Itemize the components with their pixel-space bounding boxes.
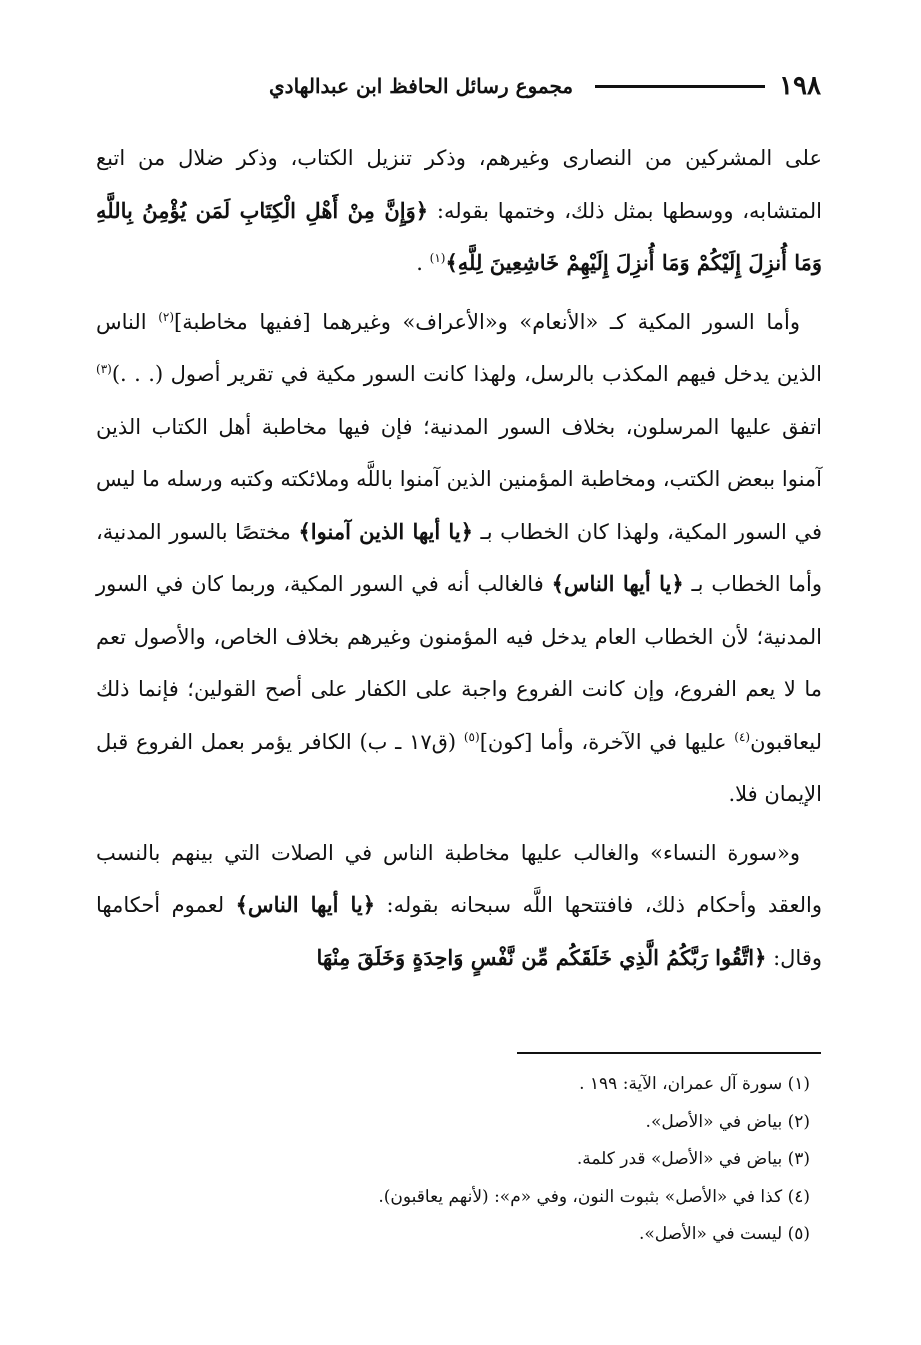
paragraph-2 bbox=[96, 296, 822, 821]
main-text bbox=[96, 132, 822, 984]
text-run: على المشركين من النصارى وغيرهم، وذكر تنزيل الكتاب، وذكر ضلال من اتبع المتشابه، ووسطها بمثل ذلك، وختمها بقوله: bbox=[96, 146, 822, 223]
text-run: وأما السور المكية كـ «الأنعام» و«الأعراف» وغيرهما [ففيها مخاطبة] bbox=[174, 309, 800, 334]
footnote-1: (١) سورة آل عمران، الآية: ١٩٩ . bbox=[579, 1074, 810, 1094]
footnote-2: (٢) بياض في «الأصل». bbox=[645, 1111, 810, 1132]
quoted-address: ﴿يا أيها الناس﴾ bbox=[235, 892, 376, 917]
text-run: لعموم أحكامها وقال: bbox=[96, 893, 822, 970]
text-run: الناس الذين يدخل فيهم المكذب بالرسل، ولهذا كانت السور مكية في تقرير أصول (. . .) bbox=[96, 309, 822, 386]
text-run: فالغالب أنه في السور المكية، وربما كان في السور المدنية؛ لأن الخطاب العام يدخل فيه المؤمنون وغيرهم بخلاف الخاص، والأصول تعم ما لا يعم الفروع، وإن كانت الفروع واجبة على الكفار على أصح القولين؛ فإنما ذلك ليعاقبون bbox=[96, 572, 822, 754]
footnote-3: (٣) بياض في «الأصل» قدر كلمة. bbox=[576, 1149, 810, 1169]
text-run: (ق١٧ ـ ب) الكافر يؤمر بعمل الفروع قبل الإيمان فلا. bbox=[96, 729, 822, 806]
footnote-5: (٥) ليست في «الأصل». bbox=[638, 1224, 810, 1244]
text-run: عليها في الآخرة، وأما [كون] bbox=[479, 729, 735, 754]
quran-verse: ﴿اتَّقُوا رَبَّكُمُ الَّذِي خَلَقَكُم مِّن نَّفْسٍ وَاحِدَةٍ وَخَلَقَ مِنْهَا bbox=[316, 944, 767, 970]
quoted-address: ﴿يا أيها الذين آمنوا﴾ bbox=[298, 518, 473, 544]
page-number: ١٩٨ bbox=[779, 71, 821, 101]
text-run: و«سورة النساء» والغالب عليها مخاطبة الناس في الصلات التي بينهم بالنسب والعقد وأحكام ذلك، فافتتحها اللَّه سبحانه بقوله: bbox=[96, 840, 822, 917]
header-rule bbox=[595, 85, 765, 88]
page-header bbox=[96, 66, 821, 106]
quran-verse: ﴿وَإِنَّ مِنْ أَهْلِ الْكِتَابِ لَمَن يُؤْمِنُ بِاللَّهِ وَمَا أُنزِلَ إِلَيْكُمْ وَمَا أُنزِلَ إِلَيْهِمْ خَاشِعِينَ لِلَّهِ﴾ bbox=[96, 197, 822, 275]
footnote-separator bbox=[517, 1052, 821, 1054]
quoted-address: ﴿يا أيها الناس﴾ bbox=[551, 571, 684, 596]
footnote-4: (٤) كذا في «الأصل» بثبوت النون، وفي «م»: (لأنهم يعاقبون). bbox=[378, 1186, 810, 1207]
footnote-ref-2: (٢) bbox=[158, 309, 175, 324]
text-run: اتفق عليها المرسلون، بخلاف السور المدنية؛ فإن فيها مخاطبة أهل الكتاب الذين آمنوا ببعض الكتب، ومخاطبة المؤمنين الذين آمنوا باللَّه وملائكته وكتبه ورسله ما ليس في السور المكية، ولهذا كان الخطاب بـ bbox=[96, 414, 822, 544]
footnotes bbox=[200, 1066, 810, 1254]
paragraph-3 bbox=[96, 827, 822, 985]
text-run: . bbox=[416, 251, 430, 275]
footnote-ref-3: (٣) bbox=[96, 362, 112, 376]
book-title: مجموع رسائل الحافظ ابن عبدالهادي bbox=[269, 74, 574, 98]
footnote-ref-5: (٥) bbox=[463, 729, 480, 744]
footnote-ref-1: (١) bbox=[429, 251, 446, 265]
footnote-ref-4: (٤) bbox=[734, 729, 751, 744]
text-run: مختصًا بالسور المدنية، وأما الخطاب بـ bbox=[96, 519, 822, 596]
paragraph-1 bbox=[96, 132, 822, 290]
